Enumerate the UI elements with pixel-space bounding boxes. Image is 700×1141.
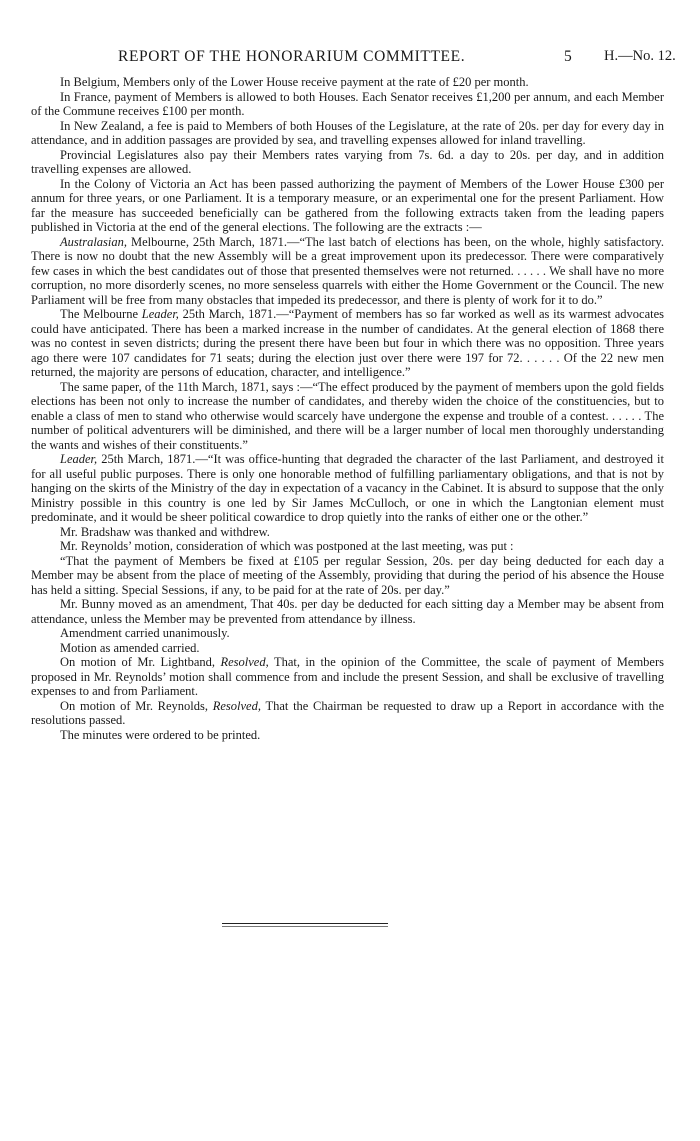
paragraph-provincial: Provincial Legislatures also pay their Members rates varying from 7s. 6d. a day to 20s. per day, and in addition travelling expenses are allowed.	[31, 147, 664, 176]
paragraph-france: In France, payment of Members is allowed to both Houses. Each Senator receives £1,200 per annum, and each Member of the Commune receives £100 per month.	[31, 89, 664, 118]
closing-rule	[222, 923, 388, 924]
minute-bradshaw: Mr. Bradshaw was thanked and withdrew.	[60, 524, 270, 539]
report-body	[31, 75, 664, 742]
extract-leader-goldfields: The same paper, of the 11th March, 1871, says :—“The effect produced by the payment of members upon the gold fields elections has been not only to increase the number of candidates, and thereby widen the choice of the constituencies, but to enable a class of men to stand who otherwise would scarcely have undergone the expense and trouble of a contest. . . . . . The number of political adventurers will be diminished, and there will be a larger number of local men thoroughly understanding the wants and wishes of their constituents.”	[31, 379, 664, 452]
page-number: 5	[564, 48, 572, 65]
page-header	[0, 48, 700, 70]
closing-rule-secondary	[222, 926, 388, 927]
report-title: REPORT OF THE HONORARIUM COMMITTEE.	[118, 48, 466, 65]
motion-text: “That the payment of Members be fixed at £105 per regular Session, 20s. per day being deducted for each day a Member may be absent from the place of meeting of the Assembly, providing that during the period of his absence the House has held a sitting. Special Sessions, if any, to be paid for at the rate of 20s. per day.”	[31, 553, 664, 597]
minute-printed: The minutes were ordered to be printed.	[60, 727, 261, 742]
resolution-reynolds: On motion of Mr. Reynolds, Resolved, That the Chairman be requested to draw up a Report in accordance with the resolutions passed.	[31, 698, 665, 727]
extract-leader-office-hunting: Leader, 25th March, 1871.—“It was office-hunting that degraded the character of the last Parliament, and destroyed it for all useful public purposes. There is only one honorable method of fulfilling parliamentary obligations, and that is not by hanging on the skirts of the Ministry of the day in expectation of a vacancy in the Cabinet. It is absurd to suppose that the only Ministry possible in this country is one led by Sir James McCulloch, or one in which the Langtonian element must predominate, and it would be sheer political cowardice to drop quietly into the ranks of either one or the other.”	[31, 452, 664, 524]
paragraph-belgium: In Belgium, Members only of the Lower House receive payment at the rate of £20 per month.	[60, 75, 529, 89]
paragraph-victoria: In the Colony of Victoria an Act has been passed authorizing the payment of Members of the Lower House £300 per annum for three years, or one Parliament. It is a temporary measure, or an experimental one for the present Parliament. How far the measure has succeeded beneficially can be gathered from the following extracts taken from the leading papers published in Victoria at the end of the general elections. The following are the extracts :—	[31, 176, 664, 234]
minute-bunny-amendment: Mr. Bunny moved as an amendment, That 40s. per day be deducted for each sitting day a Member may be absent from attendance, unless the Member may be prevented from attendance by illness.	[31, 597, 664, 626]
paragraph-new-zealand: In New Zealand, a fee is paid to Members of both Houses of the Legislature, at the rate of 20s. per day for every day in attendance, and in addition passages are provided by sea, and travelling expenses allowed for inland travelling.	[31, 118, 664, 147]
extract-leader-payment: The Melbourne Leader, 25th March, 1871.—“Payment of members has so far worked as well as its warmest advocates could have anticipated. There has been a marked increase in the number of candidates. At the general election of 1868 there was no contest in seven districts; during the present there have been but four in which there was no opposition. Three years ago there were 107 candidates for 71 seats; during the election just over there were 197 for 72. . . . . . Of the 22 new men returned, the majority are persons of education, character, and intelligence.”	[31, 307, 665, 379]
resolution-lightband: On motion of Mr. Lightband, Resolved, That, in the opinion of the Committee, the scale of payment of Members proposed in Mr. Reynolds’ motion shall commence from and include the present Session, and shall be exclusive of travelling expenses to and from Parliament.	[31, 655, 665, 698]
minute-amendment-carried: Amendment carried unanimously.	[60, 626, 230, 640]
minute-motion-carried: Motion as amended carried.	[60, 640, 200, 655]
minute-reynolds-motion: Mr. Reynolds’ motion, consideration of which was postponed at the last meeting, was put :	[60, 539, 514, 553]
document-reference: H.—No. 12.	[604, 48, 676, 64]
extract-australasian: Australasian, Melbourne, 25th March, 1871.—“The last batch of elections has been, on the whole, highly satisfactory. There is now no doubt that the new Assembly will be a great improvement upon its predecessor. There were comparatively few cases in which the best candidates out of those that presented themselves were not returned. . . . . . We shall have no more corruption, no more disorderly scenes, no more senseless quarrels with either the Home Government or the Council. The new Parliament will be free from many obstacles that impeded its predecessor, and there is plenty of work for it to do.”	[31, 234, 664, 307]
